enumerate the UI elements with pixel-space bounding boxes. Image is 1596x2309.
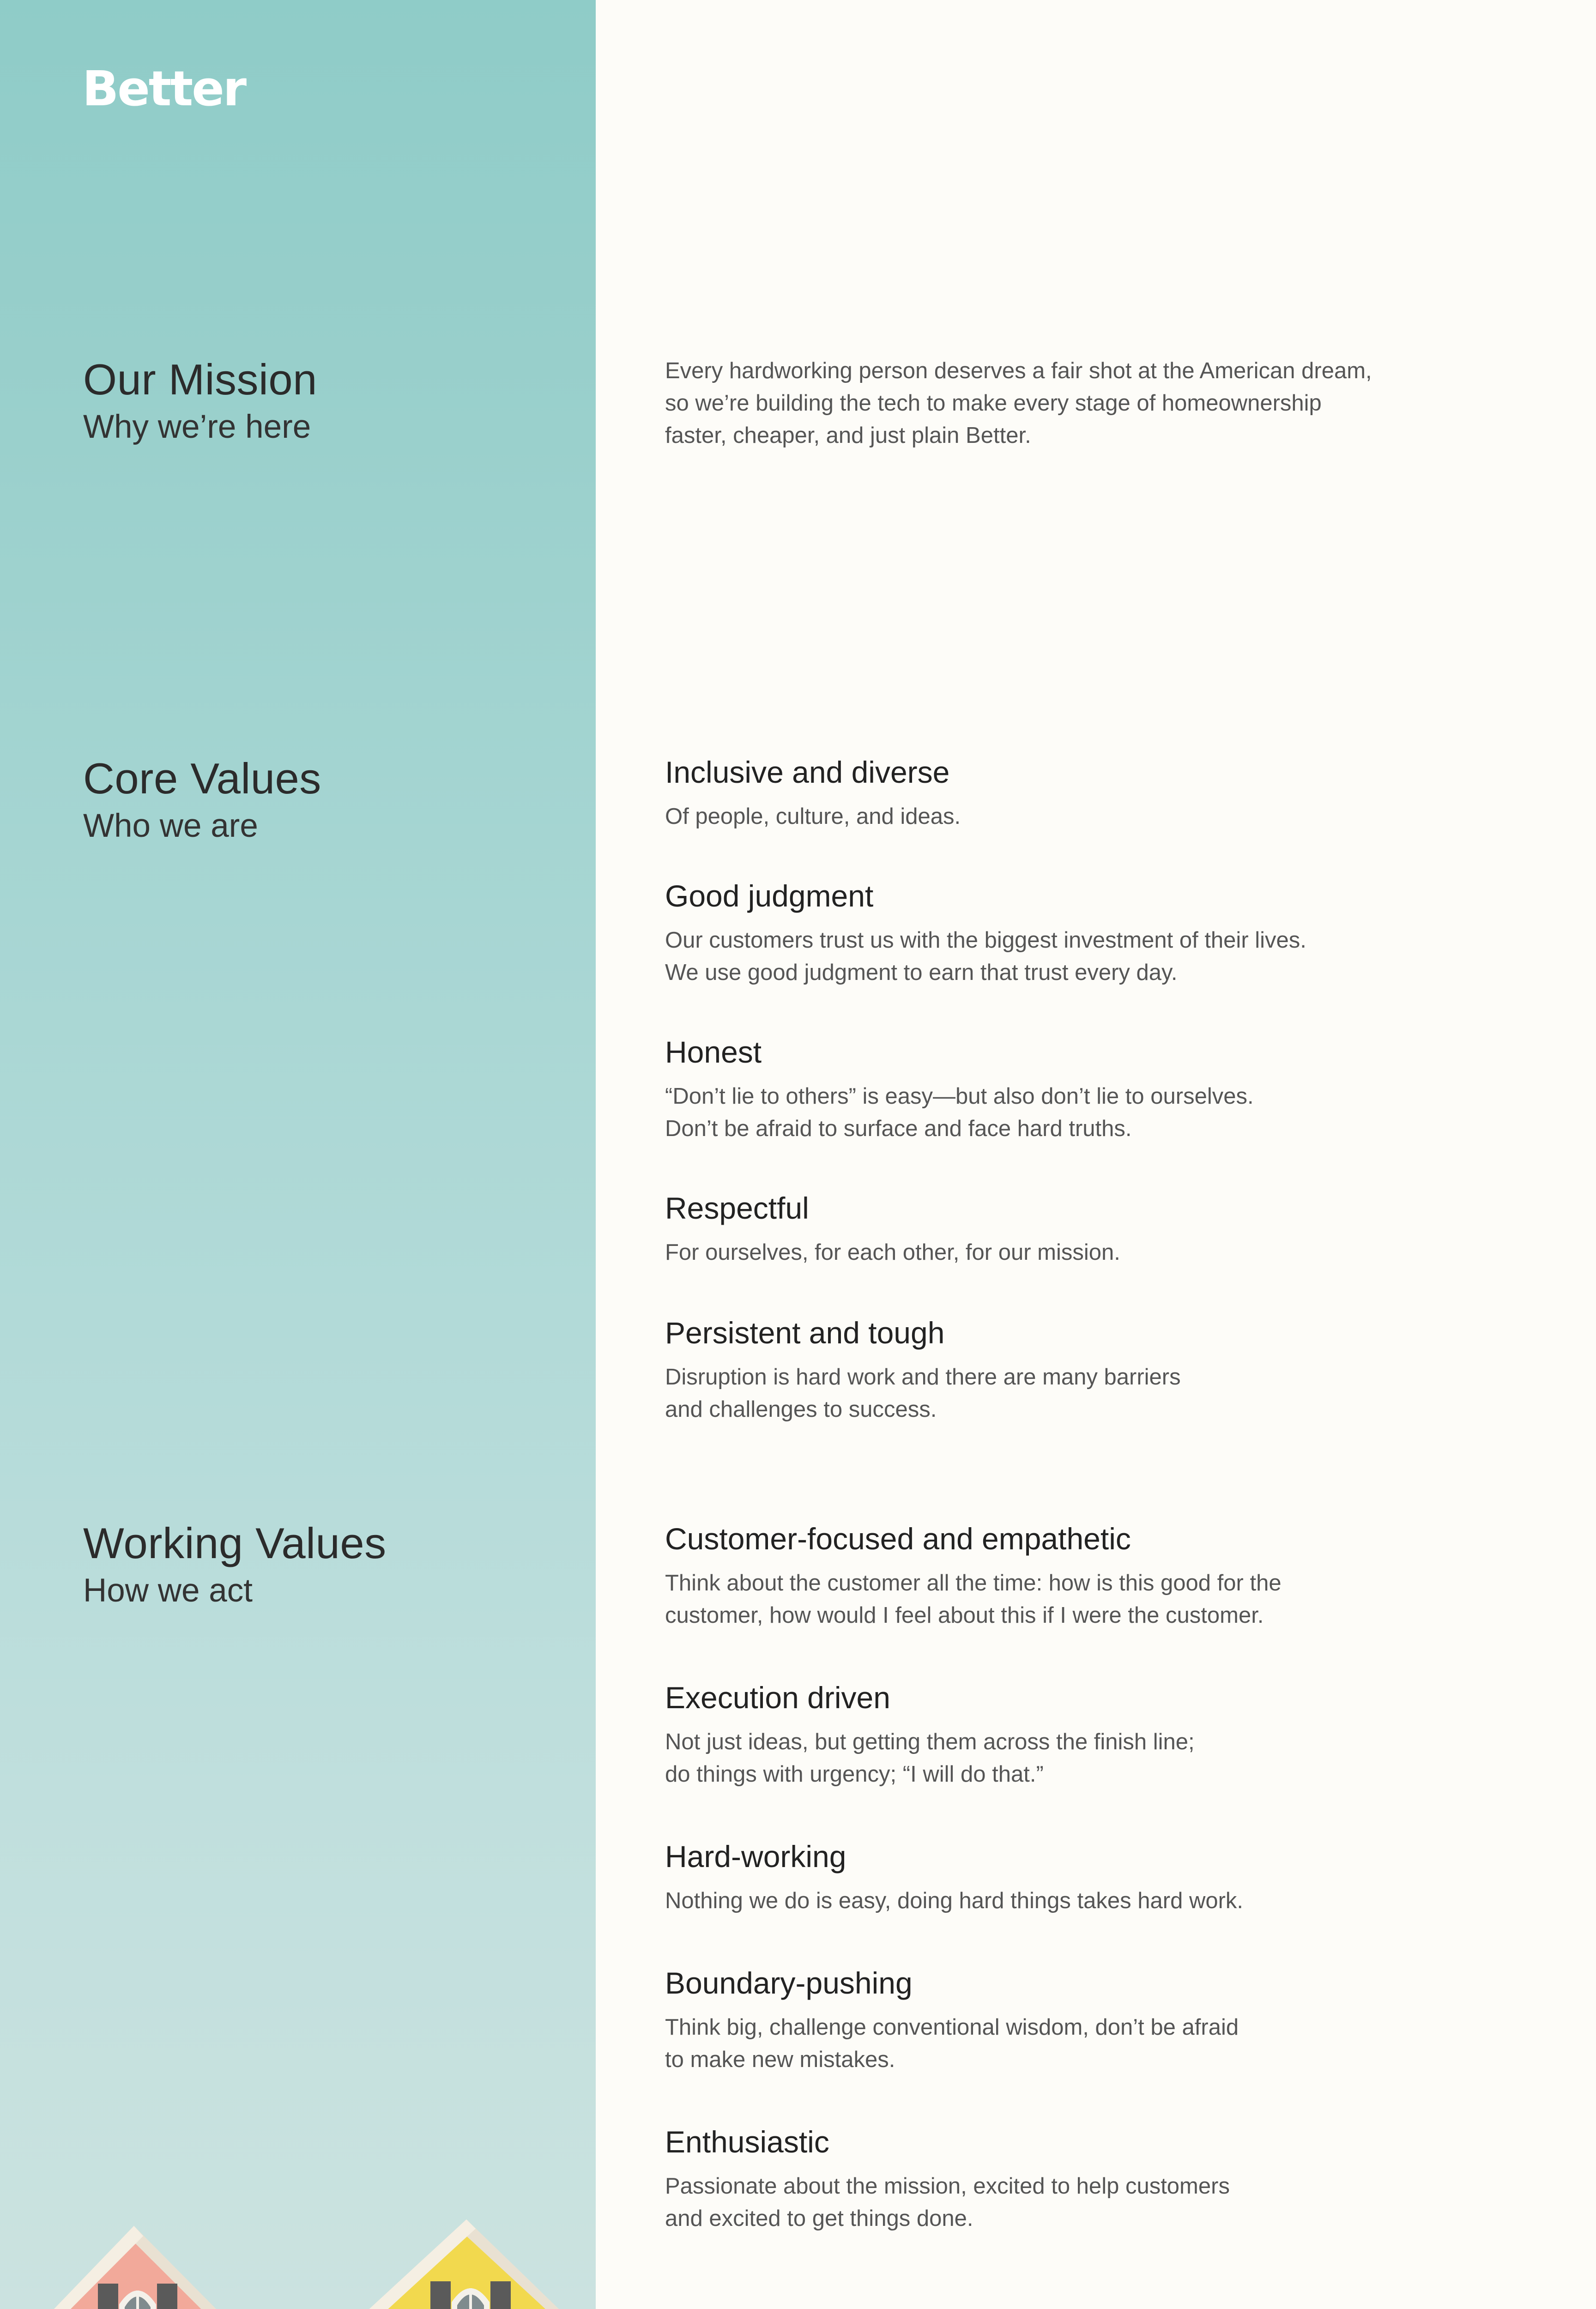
core-value-title: Respectful xyxy=(665,1191,809,1225)
hero-side-panel xyxy=(0,0,596,2309)
working-value-description: Think about the customer all the time: how is this good for the customer, how would I feel about this if I were the customer. xyxy=(665,1570,1282,1628)
working-value-description: Nothing we do is easy, doing hard things takes hard work. xyxy=(665,1888,1244,1913)
left-house-roof xyxy=(0,2226,300,2309)
core-value-item xyxy=(665,879,1306,989)
core-values-heading xyxy=(83,754,321,846)
working-value-title: Boundary-pushing xyxy=(665,1966,913,2000)
working-value-title: Execution driven xyxy=(665,1680,890,1715)
core-value-title: Honest xyxy=(665,1035,762,1069)
core-value-title: Persistent and tough xyxy=(665,1316,945,1350)
working-value-description: Passionate about the mission, excited to help customers and excited to get things done. xyxy=(665,2173,1230,2231)
mission-title: Our Mission xyxy=(83,355,317,404)
working-value-item xyxy=(665,1681,1195,1790)
core-value-item xyxy=(665,1191,1120,1269)
core-value-title: Good judgment xyxy=(665,879,874,913)
working-values-title: Working Values xyxy=(83,1519,387,1567)
working-values-subtitle: How we act xyxy=(83,1572,253,1609)
core-values-title: Core Values xyxy=(83,754,321,803)
working-value-title: Customer-focused and empathetic xyxy=(665,1522,1131,1556)
working-value-description: Not just ideas, but getting them across the finish line; do things with urgency; “I will do that.” xyxy=(665,1729,1195,1787)
better-logo[interactable]: Better xyxy=(82,60,246,117)
working-value-description: Think big, challenge conventional wisdom, don’t be afraid to make new mistakes. xyxy=(665,2014,1239,2072)
working-value-title: Hard-working xyxy=(665,1839,846,1874)
working-value-item xyxy=(665,2125,1230,2235)
working-value-title: Enthusiastic xyxy=(665,2125,829,2159)
core-value-description: Our customers trust us with the biggest investment of their lives. We use good judgment to earn that trust every day. xyxy=(665,927,1306,985)
working-value-item xyxy=(665,1966,1239,2076)
working-value-item xyxy=(665,1522,1282,1632)
mission-heading xyxy=(83,355,317,447)
mission-content xyxy=(665,355,1450,452)
mission-statement: Every hardworking person deserves a fair shot at the American dream, so we’re building the tech to make every stage of homeownership faster, cheaper, and just plain Better. xyxy=(665,358,1372,448)
core-values-subtitle: Who we are xyxy=(83,808,258,845)
core-value-item xyxy=(665,1035,1254,1145)
core-value-item xyxy=(665,1316,1181,1426)
house-rooftops-illustration xyxy=(0,2198,596,2309)
working-value-item xyxy=(665,1840,1243,1917)
core-value-item xyxy=(665,756,961,833)
working-values-heading xyxy=(83,1518,387,1610)
core-value-description: Of people, culture, and ideas. xyxy=(665,804,961,829)
core-value-description: For ourselves, for each other, for our mission. xyxy=(665,1239,1120,1265)
core-value-description: Disruption is hard work and there are many barriers and challenges to success. xyxy=(665,1364,1181,1422)
core-value-title: Inclusive and diverse xyxy=(665,755,950,789)
core-value-description: “Don’t lie to others” is easy—but also don’t lie to ourselves. Don’t be afraid to surface and face hard truths. xyxy=(665,1083,1254,1141)
mission-subtitle: Why we’re here xyxy=(83,409,311,446)
